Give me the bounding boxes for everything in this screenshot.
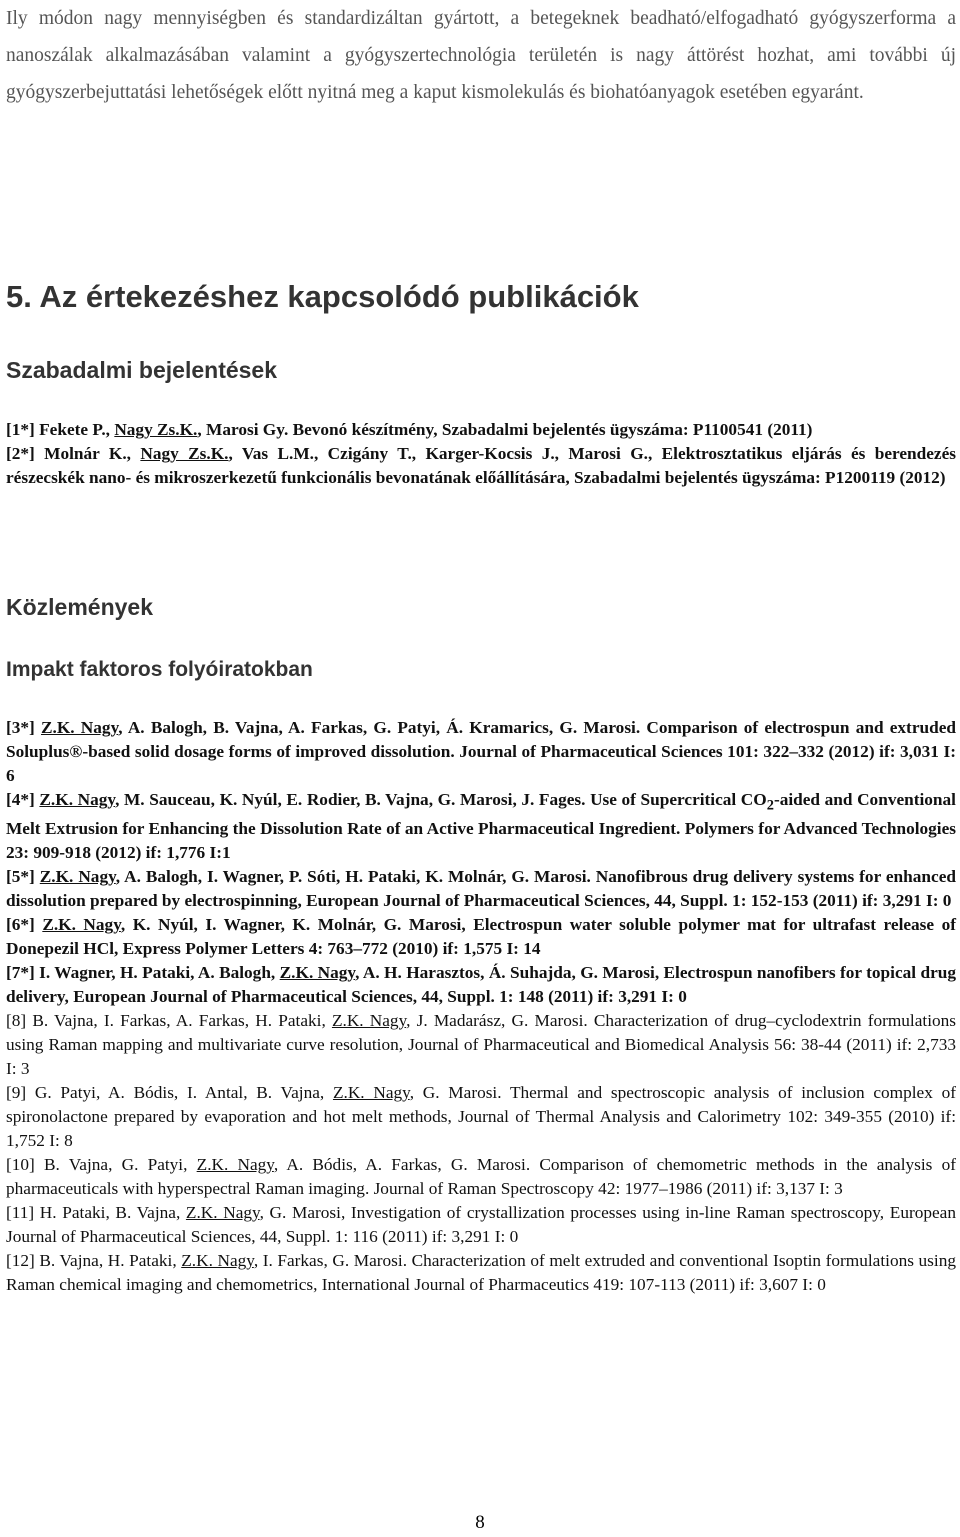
patent-item	[6, 442, 956, 490]
ref-rest: , Vas L.M., Czigány T., Karger-Kocsis J., Marosi G., Elektrosztatikus eljárás és berendezés részecskék nano- és mikroszerkezetű funkcionális bevonatának előállítására, Szabadalmi bejelentés ügyszáma: P1200119 (2012)	[6, 444, 956, 487]
author-highlight: Z.K. Nagy	[331, 1011, 407, 1031]
subscript: 2	[766, 797, 774, 814]
ref-tag: [10]	[6, 1155, 35, 1175]
ref-pre: I. Wagner, H. Pataki, A. Balogh,	[34, 963, 280, 983]
reference-item	[6, 1249, 956, 1297]
ref-pre: B. Vajna, G. Patyi,	[34, 1155, 197, 1175]
author-highlight: Z.K. Nagy	[39, 867, 116, 887]
ref-rest: , Marosi Gy. Bevonó készítmény, Szabadalmi bejelentés ügyszáma: P1100541 (2011)	[197, 420, 813, 439]
ref-tag: [12]	[6, 1251, 35, 1271]
reference-item	[6, 865, 956, 913]
reference-item	[6, 716, 956, 788]
ref-rest: , G. Marosi. Thermal and spectroscopic analysis of inclusion complex of spironolactone prepared by evaporation and hot melt methods, Journal of Thermal Analysis and Calorimetry 102: 349-355 (2010) if: 1,752 I: 8	[6, 1083, 956, 1151]
author-highlight: Z.K. Nagy	[39, 790, 116, 809]
ref-tag: [11]	[6, 1203, 35, 1223]
ref-rest: , A. H. Harasztos, Á. Suhajda, G. Marosi, Electrospun nanofibers for topical drug delivery, European Journal of Pharmaceutical Sciences, 44, Suppl. 1: 148 (2011) if: 3,291 I: 0	[6, 963, 956, 1007]
ref-authors: Molnár K.,	[44, 444, 141, 463]
reference-item	[6, 913, 956, 961]
ref-pre: G. Patyi, A. Bódis, I. Antal, B. Vajna,	[26, 1083, 333, 1103]
ref-rest: , J. Madarász, G. Marosi. Characterization of drug–cyclodextrin formulations using Raman mapping and multivariate curve resolution, Journal of Pharmaceutical and Biomedical Analysis 56: 38-44 (2011) if: 2,733 I: 3	[6, 1011, 957, 1079]
impact-heading: Impakt faktoros folyóiratokban	[6, 658, 313, 681]
author-highlight: Nagy Zs.K.	[114, 420, 198, 439]
patent-item	[6, 418, 956, 442]
ref-pre: H. Pataki, B. Vajna,	[34, 1203, 186, 1223]
ref-tag: [3*]	[6, 718, 35, 737]
ref-tag: [9]	[6, 1083, 27, 1103]
reference-item	[6, 1081, 956, 1153]
patents-heading: Szabadalmi bejelentések	[6, 357, 278, 383]
author-highlight: Z.K. Nagy	[185, 1203, 260, 1223]
ref-authors: Fekete P.,	[39, 420, 115, 439]
reference-item	[6, 961, 956, 1009]
ref-pre: B. Vajna, H. Pataki,	[34, 1251, 182, 1271]
ref-tag: [4*]	[6, 790, 35, 809]
author-highlight: Z.K. Nagy	[42, 915, 121, 935]
ref-tag: [7*]	[6, 963, 35, 983]
ref-tag: [2*]	[6, 444, 35, 463]
author-highlight: Z.K. Nagy	[279, 963, 356, 983]
ref-rest: , K. Nyúl, I. Wagner, K. Molnár, G. Marosi, Electrospun water soluble polymer mat for ultrafast release of Donepezil HCl, Express Polymer Letters 4: 763–772 (2010) if: 1,575 I: 14	[6, 915, 956, 959]
ref-rest: , A. Bódis, A. Farkas, G. Marosi. Comparison of chemometric methods in the analysis of pharmaceuticals with hyperspectral Raman imaging. Journal of Raman Spectroscopy 42: 1977–1986 (2011) if: 3,137 I: 3	[6, 1155, 956, 1199]
reference-item	[6, 1201, 956, 1249]
ref-tag: [5*]	[6, 867, 35, 887]
section-title: 5. Az értekezéshez kapcsolódó publikációk	[6, 279, 639, 314]
communications-heading: Közlemények	[6, 594, 154, 620]
reference-item	[6, 788, 956, 865]
ref-rest: , A. Balogh, B. Vajna, A. Farkas, G. Patyi, Á. Kramarics, G. Marosi. Comparison of electrospun and extruded Soluplus®-based solid dosage forms of improved dissolution. Journal of Pharmaceutical Sciences 101: 322–332 (2012) if: 3,031 I: 6	[6, 718, 956, 785]
reference-item	[6, 1009, 956, 1081]
ref-rest-2: -aided and Conventional Melt Extrusion for Enhancing the Dissolution Rate of an Active Pharmaceutical Ingredient. Polymers for Advanced Technologies 23: 909-918 (2012) if: 1,776 I:1	[6, 790, 956, 863]
ref-pre: B. Vajna, I. Farkas, A. Farkas, H. Pataki,	[26, 1011, 332, 1031]
author-highlight: Nagy Zs.K.	[140, 444, 229, 463]
author-highlight: Z.K. Nagy	[181, 1251, 254, 1271]
author-highlight: Z.K. Nagy	[332, 1083, 410, 1103]
ref-rest: , G. Marosi, Investigation of crystallization processes using in-line Raman spectroscopy, European Journal of Pharmaceutical Sciences, 44, Suppl. 1: 116 (2011) if: 3,291 I: 0	[6, 1203, 956, 1247]
author-highlight: Z.K. Nagy	[41, 718, 119, 737]
ref-rest: , A. Balogh, I. Wagner, P. Sóti, H. Pataki, K. Molnár, G. Marosi. Nanofibrous drug delivery systems for enhanced dissolution prepared by electrospinning, European Journal of Pharmaceutical Sciences, 44, Suppl. 1: 152-153 (2011) if: 3,291 I: 0	[6, 867, 956, 911]
ref-tag: [8]	[6, 1011, 27, 1031]
page-number: 8	[475, 1512, 485, 1533]
patent-list	[6, 418, 956, 490]
reference-list	[6, 716, 956, 1297]
ref-tag: [1*]	[6, 420, 35, 439]
ref-tag: [6*]	[6, 915, 35, 935]
intro-paragraph: Ily módon nagy mennyiségben és standardizáltan gyártott, a betegeknek beadható/elfogadható gyógyszerforma a nanoszálak alkalmazásában valamint a gyógyszertechnológia területén is nagy áttörést hozhat, ami további új gyógyszerbejuttatási lehetőségek előtt nyitná meg a kaput kismolekulás és biohatóanyagok esetében egyaránt.	[6, 8, 956, 103]
ref-rest: , I. Farkas, G. Marosi. Characterization of melt extruded and conventional Isoptin formulations using Raman chemical imaging and chemometrics, International Journal of Pharmaceutics 419: 107-113 (2011) if: 3,607 I: 0	[6, 1251, 956, 1295]
ref-rest: , M. Sauceau, K. Nyúl, E. Rodier, B. Vajna, G. Marosi, J. Fages. Use of Supercritical CO	[115, 790, 767, 809]
author-highlight: Z.K. Nagy	[196, 1155, 274, 1175]
reference-item	[6, 1153, 956, 1201]
